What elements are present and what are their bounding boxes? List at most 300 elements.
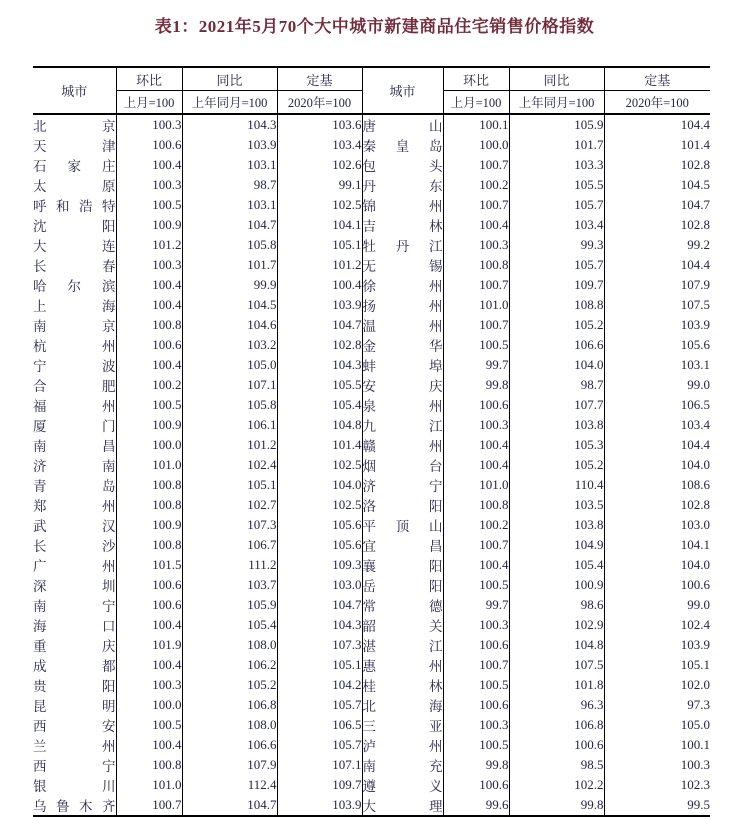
- city-cell: 唐山: [362, 114, 443, 135]
- mom-value: 100.4: [443, 555, 509, 575]
- city-cell: 三亚: [362, 715, 443, 735]
- mom-value: 100.8: [116, 535, 182, 555]
- header-row-main: [33, 67, 710, 91]
- mom-value: 100.6: [116, 135, 182, 155]
- mom-value: 100.5: [443, 575, 509, 595]
- table-row: [33, 615, 710, 635]
- mom-value: 100.4: [116, 655, 182, 675]
- city-cell: 大理: [362, 795, 443, 816]
- mom-value: 100.9: [116, 515, 182, 535]
- table-row: [33, 435, 710, 455]
- base-value: 102.8: [277, 335, 362, 355]
- table-row: [33, 295, 710, 315]
- table-row: [33, 795, 710, 816]
- mom-value: 100.4: [443, 455, 509, 475]
- table-row: [33, 555, 710, 575]
- mom-value: 100.4: [116, 355, 182, 375]
- city-cell: 九江: [362, 415, 443, 435]
- city-cell: 包头: [362, 155, 443, 175]
- city-cell: 郑州: [33, 499, 116, 514]
- city-cell: 重庆: [33, 639, 116, 654]
- mom-value: 100.4: [116, 295, 182, 315]
- city-cell: 南宁: [33, 599, 116, 614]
- mom-value: 100.5: [443, 335, 509, 355]
- city-cell: 北京: [33, 114, 116, 135]
- table-row: [33, 395, 710, 415]
- yoy-value: 100.6: [509, 735, 604, 755]
- yoy-value: 105.9: [509, 114, 604, 135]
- header-city-right: 城市: [362, 67, 443, 114]
- city-cell: 天津: [33, 139, 116, 154]
- mom-value: 100.2: [443, 515, 509, 535]
- base-value: 105.6: [604, 335, 710, 355]
- mom-value: 100.5: [443, 675, 509, 695]
- city-cell: 上海: [33, 299, 116, 314]
- mom-value: 101.0: [443, 475, 509, 495]
- base-value: 103.9: [277, 795, 362, 816]
- yoy-value: 99.3: [509, 235, 604, 255]
- yoy-value: 103.1: [182, 195, 277, 215]
- base-value: 100.4: [277, 275, 362, 295]
- mom-value: 100.6: [116, 335, 182, 355]
- mom-value: 100.3: [443, 715, 509, 735]
- city-cell: 南充: [362, 755, 443, 775]
- yoy-value: 103.4: [509, 215, 604, 235]
- city-cell: 岳阳: [362, 575, 443, 595]
- mom-value: 100.6: [443, 395, 509, 415]
- base-value: 103.4: [604, 415, 710, 435]
- mom-value: 100.7: [443, 655, 509, 675]
- yoy-value: 103.2: [182, 335, 277, 355]
- city-cell: 杭州: [33, 339, 116, 354]
- base-value: 104.8: [277, 415, 362, 435]
- base-value: 99.0: [604, 595, 710, 615]
- table-row: [33, 635, 710, 655]
- mom-value: 99.6: [443, 795, 509, 816]
- header-base-sub-right: 2020年=100: [604, 91, 710, 115]
- header-mom-left: 环比: [116, 67, 182, 91]
- base-value: 102.4: [604, 615, 710, 635]
- mom-value: 99.8: [443, 755, 509, 775]
- mom-value: 100.3: [443, 415, 509, 435]
- table-row: [33, 175, 710, 195]
- city-cell: 温州: [362, 315, 443, 335]
- city-cell: 太原: [33, 179, 116, 194]
- yoy-value: 105.4: [509, 555, 604, 575]
- yoy-value: 104.7: [182, 795, 277, 816]
- yoy-value: 108.0: [182, 635, 277, 655]
- base-value: 104.7: [277, 315, 362, 335]
- mom-value: 100.4: [116, 275, 182, 295]
- table-row: [33, 735, 710, 755]
- yoy-value: 110.4: [509, 475, 604, 495]
- yoy-value: 101.2: [182, 435, 277, 455]
- table-row: [33, 575, 710, 595]
- city-cell: 洛阳: [362, 495, 443, 515]
- yoy-value: 104.8: [509, 635, 604, 655]
- base-value: 103.0: [277, 575, 362, 595]
- yoy-value: 104.0: [509, 355, 604, 375]
- mom-value: 100.8: [116, 475, 182, 495]
- city-cell: 惠州: [362, 655, 443, 675]
- base-value: 104.0: [604, 555, 710, 575]
- base-value: 104.4: [604, 435, 710, 455]
- city-cell: 桂林: [362, 675, 443, 695]
- city-cell: 福州: [33, 399, 116, 414]
- yoy-value: 106.7: [182, 535, 277, 555]
- yoy-value: 103.3: [509, 155, 604, 175]
- city-cell: 丹东: [362, 175, 443, 195]
- city-cell: 赣州: [362, 435, 443, 455]
- base-value: 103.0: [604, 515, 710, 535]
- base-value: 102.6: [277, 155, 362, 175]
- mom-value: 100.6: [443, 695, 509, 715]
- yoy-value: 103.1: [182, 155, 277, 175]
- table-row: [33, 114, 710, 135]
- table-row: [33, 135, 710, 155]
- yoy-value: 96.3: [509, 695, 604, 715]
- city-cell: 徐州: [362, 275, 443, 295]
- yoy-value: 105.4: [182, 615, 277, 635]
- city-cell: 牡丹江: [362, 235, 443, 255]
- base-value: 105.0: [604, 715, 710, 735]
- header-mom-sub-left: 上月=100: [116, 91, 182, 115]
- mom-value: 100.6: [443, 635, 509, 655]
- yoy-value: 98.7: [509, 375, 604, 395]
- base-value: 106.5: [604, 395, 710, 415]
- yoy-value: 106.6: [182, 735, 277, 755]
- yoy-value: 105.2: [509, 455, 604, 475]
- base-value: 105.6: [277, 515, 362, 535]
- city-cell: 泸州: [362, 735, 443, 755]
- mom-value: 101.0: [443, 295, 509, 315]
- base-value: 107.5: [604, 295, 710, 315]
- city-cell: 金华: [362, 335, 443, 355]
- yoy-value: 103.7: [182, 575, 277, 595]
- table-row: [33, 475, 710, 495]
- header-mom-sub-right: 上月=100: [443, 91, 509, 115]
- city-cell: 大连: [33, 239, 116, 254]
- mom-value: 100.7: [443, 315, 509, 335]
- city-cell: 宜昌: [362, 535, 443, 555]
- yoy-value: 99.8: [509, 795, 604, 816]
- mom-value: 100.8: [116, 315, 182, 335]
- mom-value: 101.0: [116, 455, 182, 475]
- table-row: [33, 215, 710, 235]
- base-value: 100.3: [604, 755, 710, 775]
- mom-value: 100.0: [443, 135, 509, 155]
- yoy-value: 103.8: [509, 515, 604, 535]
- base-value: 107.1: [277, 755, 362, 775]
- base-value: 104.1: [604, 535, 710, 555]
- header-base-left: 定基: [277, 67, 362, 91]
- mom-value: 100.8: [443, 255, 509, 275]
- base-value: 105.1: [277, 235, 362, 255]
- mom-value: 100.3: [116, 114, 182, 135]
- table-row: [33, 155, 710, 175]
- city-cell: 韶关: [362, 615, 443, 635]
- yoy-value: 106.2: [182, 655, 277, 675]
- table-title: 表1：2021年5月70个大中城市新建商品住宅销售价格指数: [154, 17, 595, 36]
- mom-value: 100.5: [116, 395, 182, 415]
- mom-value: 100.5: [116, 715, 182, 735]
- base-value: 104.7: [604, 195, 710, 215]
- base-value: 102.8: [604, 495, 710, 515]
- yoy-value: 101.7: [182, 255, 277, 275]
- mom-value: 101.0: [116, 775, 182, 795]
- yoy-value: 111.2: [182, 555, 277, 575]
- yoy-value: 103.5: [509, 495, 604, 515]
- yoy-value: 107.1: [182, 375, 277, 395]
- city-cell: 广州: [33, 559, 116, 574]
- city-cell: 蚌埠: [362, 355, 443, 375]
- base-value: 107.9: [604, 275, 710, 295]
- city-cell: 襄阳: [362, 555, 443, 575]
- mom-value: 99.8: [443, 375, 509, 395]
- base-value: 103.1: [604, 355, 710, 375]
- header-city-left: 城市: [61, 84, 88, 99]
- yoy-value: 99.9: [182, 275, 277, 295]
- yoy-value: 109.7: [509, 275, 604, 295]
- city-cell: 无锡: [362, 255, 443, 275]
- city-cell: 湛江: [362, 635, 443, 655]
- base-value: 102.5: [277, 455, 362, 475]
- mom-value: 100.4: [116, 735, 182, 755]
- mom-value: 101.5: [116, 555, 182, 575]
- base-value: 99.1: [277, 175, 362, 195]
- yoy-value: 104.7: [182, 215, 277, 235]
- base-value: 105.1: [277, 655, 362, 675]
- yoy-value: 106.6: [509, 335, 604, 355]
- base-value: 103.9: [277, 295, 362, 315]
- yoy-value: 105.0: [182, 355, 277, 375]
- city-cell: 乌鲁木齐: [33, 799, 116, 814]
- table-row: [33, 715, 710, 735]
- base-value: 105.5: [277, 375, 362, 395]
- yoy-value: 105.7: [509, 195, 604, 215]
- mom-value: 100.5: [443, 735, 509, 755]
- yoy-value: 112.4: [182, 775, 277, 795]
- mom-value: 100.3: [116, 675, 182, 695]
- yoy-value: 101.8: [509, 675, 604, 695]
- base-value: 104.5: [604, 175, 710, 195]
- base-value: 103.6: [277, 114, 362, 135]
- city-cell: 遵义: [362, 775, 443, 795]
- mom-value: 100.9: [116, 415, 182, 435]
- base-value: 97.3: [604, 695, 710, 715]
- base-value: 105.6: [277, 535, 362, 555]
- city-cell: 济南: [33, 459, 116, 474]
- base-value: 99.0: [604, 375, 710, 395]
- city-cell: 合肥: [33, 379, 116, 394]
- table-row: [33, 535, 710, 555]
- city-cell: 海口: [33, 619, 116, 634]
- yoy-value: 107.3: [182, 515, 277, 535]
- mom-value: 100.0: [116, 435, 182, 455]
- city-cell: 扬州: [362, 295, 443, 315]
- base-value: 106.5: [277, 715, 362, 735]
- table-row: [33, 775, 710, 795]
- yoy-value: 108.8: [509, 295, 604, 315]
- city-cell: 哈尔滨: [33, 279, 116, 294]
- mom-value: 100.0: [116, 695, 182, 715]
- city-cell: 锦州: [362, 195, 443, 215]
- table-row: [33, 515, 710, 535]
- table-body: [33, 114, 710, 816]
- city-cell: 秦皇岛: [362, 135, 443, 155]
- table-row: [33, 495, 710, 515]
- mom-value: 100.1: [443, 114, 509, 135]
- base-value: 103.9: [604, 315, 710, 335]
- base-value: 105.4: [277, 395, 362, 415]
- table-row: [33, 675, 710, 695]
- mom-value: 100.3: [116, 175, 182, 195]
- yoy-value: 102.9: [509, 615, 604, 635]
- mom-value: 100.4: [443, 435, 509, 455]
- yoy-value: 101.7: [509, 135, 604, 155]
- header-base-right: 定基: [604, 67, 710, 91]
- base-value: 109.7: [277, 775, 362, 795]
- mom-value: 100.3: [443, 235, 509, 255]
- base-value: 107.3: [277, 635, 362, 655]
- yoy-value: 102.7: [182, 495, 277, 515]
- yoy-value: 98.5: [509, 755, 604, 775]
- yoy-value: 107.5: [509, 655, 604, 675]
- base-value: 100.6: [604, 575, 710, 595]
- yoy-value: 104.6: [182, 315, 277, 335]
- city-cell: 西安: [33, 719, 116, 734]
- base-value: 105.7: [277, 735, 362, 755]
- yoy-value: 103.8: [509, 415, 604, 435]
- city-cell: 长沙: [33, 539, 116, 554]
- base-value: 103.9: [604, 635, 710, 655]
- mom-value: 100.5: [116, 195, 182, 215]
- mom-value: 100.9: [116, 215, 182, 235]
- yoy-value: 106.1: [182, 415, 277, 435]
- city-cell: 西宁: [33, 759, 116, 774]
- mom-value: 100.7: [443, 195, 509, 215]
- yoy-value: 98.7: [182, 175, 277, 195]
- table-header: [33, 67, 710, 114]
- yoy-value: 105.3: [509, 435, 604, 455]
- city-cell: 呼和浩特: [33, 199, 116, 214]
- table-row: [33, 355, 710, 375]
- yoy-value: 105.1: [182, 475, 277, 495]
- base-value: 104.3: [277, 615, 362, 635]
- city-cell: 平顶山: [362, 515, 443, 535]
- mom-value: 100.7: [443, 275, 509, 295]
- yoy-value: 106.8: [182, 695, 277, 715]
- base-value: 101.4: [277, 435, 362, 455]
- base-value: 100.1: [604, 735, 710, 755]
- base-value: 102.8: [604, 155, 710, 175]
- mom-value: 101.2: [116, 235, 182, 255]
- yoy-value: 104.9: [509, 535, 604, 555]
- city-cell: 深圳: [33, 579, 116, 594]
- table-row: [33, 455, 710, 475]
- yoy-value: 105.9: [182, 595, 277, 615]
- city-cell: 南昌: [33, 439, 116, 454]
- table-row: [33, 695, 710, 715]
- base-value: 105.1: [604, 655, 710, 675]
- base-value: 102.0: [604, 675, 710, 695]
- mom-value: 100.4: [443, 215, 509, 235]
- city-cell: 安庆: [362, 375, 443, 395]
- table-row: [33, 335, 710, 355]
- table-row: [33, 315, 710, 335]
- city-cell: 吉林: [362, 215, 443, 235]
- table-row: [33, 595, 710, 615]
- table-row: [33, 195, 710, 215]
- yoy-value: 105.2: [509, 315, 604, 335]
- city-cell: 济宁: [362, 475, 443, 495]
- yoy-value: 103.9: [182, 135, 277, 155]
- base-value: 104.1: [277, 215, 362, 235]
- mom-value: 101.9: [116, 635, 182, 655]
- city-cell: 沈阳: [33, 219, 116, 234]
- mom-value: 99.7: [443, 595, 509, 615]
- price-index-table: [33, 66, 710, 817]
- base-value: 105.7: [277, 695, 362, 715]
- yoy-value: 104.3: [182, 114, 277, 135]
- base-value: 104.0: [604, 455, 710, 475]
- city-cell: 常德: [362, 595, 443, 615]
- base-value: 104.3: [277, 355, 362, 375]
- city-cell: 北海: [362, 695, 443, 715]
- mom-value: 100.8: [443, 495, 509, 515]
- mom-value: 100.6: [116, 595, 182, 615]
- yoy-value: 107.9: [182, 755, 277, 775]
- city-cell: 宁波: [33, 359, 116, 374]
- yoy-value: 107.7: [509, 395, 604, 415]
- city-cell: 烟台: [362, 455, 443, 475]
- base-value: 104.0: [277, 475, 362, 495]
- base-value: 99.5: [604, 795, 710, 816]
- yoy-value: 100.9: [509, 575, 604, 595]
- yoy-value: 105.5: [509, 175, 604, 195]
- header-yoy-right: 同比: [509, 67, 604, 91]
- base-value: 104.7: [277, 595, 362, 615]
- base-value: 102.5: [277, 495, 362, 515]
- table-row: [33, 235, 710, 255]
- city-cell: 武汉: [33, 519, 116, 534]
- yoy-value: 105.8: [182, 395, 277, 415]
- table-row: [33, 255, 710, 275]
- table-row: [33, 275, 710, 295]
- city-cell: 青岛: [33, 479, 116, 494]
- base-value: 102.8: [604, 215, 710, 235]
- city-cell: 昆明: [33, 699, 116, 714]
- yoy-value: 104.5: [182, 295, 277, 315]
- mom-value: 100.4: [116, 155, 182, 175]
- base-value: 102.3: [604, 775, 710, 795]
- base-value: 108.6: [604, 475, 710, 495]
- base-value: 102.5: [277, 195, 362, 215]
- mom-value: 100.6: [116, 575, 182, 595]
- mom-value: 100.7: [443, 155, 509, 175]
- base-value: 109.3: [277, 555, 362, 575]
- table-row: [33, 375, 710, 395]
- mom-value: 100.4: [116, 615, 182, 635]
- table-row: [33, 755, 710, 775]
- city-cell: 石家庄: [33, 159, 116, 174]
- yoy-value: 106.8: [509, 715, 604, 735]
- base-value: 101.2: [277, 255, 362, 275]
- base-value: 104.2: [277, 675, 362, 695]
- mom-value: 100.3: [443, 615, 509, 635]
- mom-value: 100.8: [116, 495, 182, 515]
- mom-value: 100.2: [116, 375, 182, 395]
